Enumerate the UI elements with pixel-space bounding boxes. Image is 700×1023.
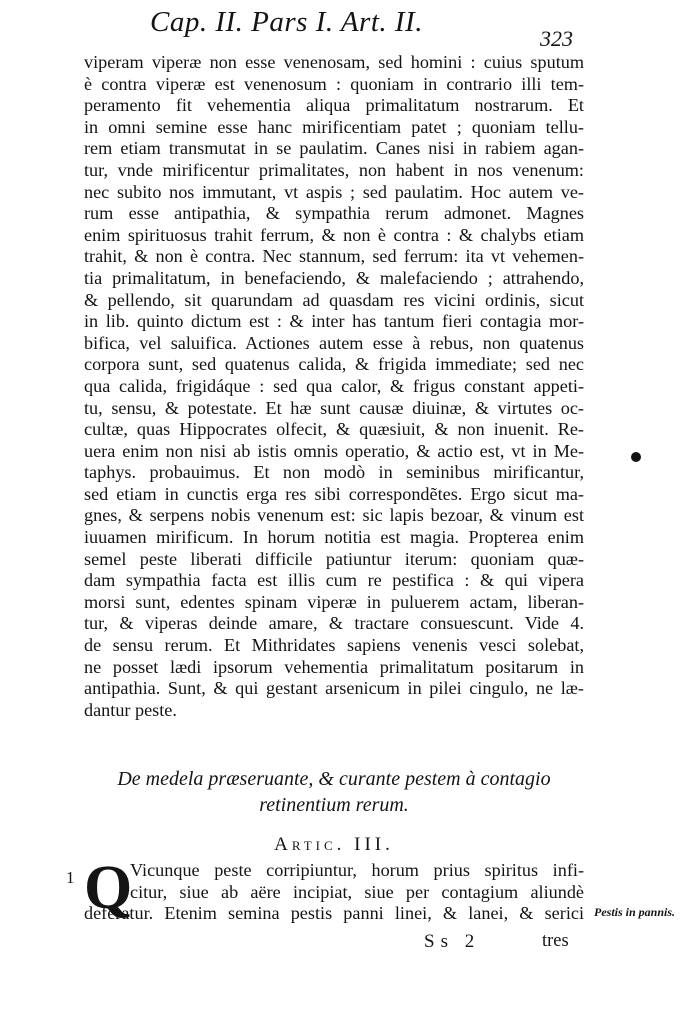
body-line: morsi sunt, edentes spinam viperæ in puluerem actam, liberan- [84, 591, 584, 612]
section-heading-line-1: De medela præseruante, & curante pestem à contagio [117, 768, 551, 790]
margin-note: Pestis in pannis. [594, 905, 676, 919]
body-line: dam sympathia facta est illis cum re pestifica : & qui vipera [84, 570, 584, 591]
section-heading [84, 766, 584, 818]
body-line: è contra viperæ est venenosum : quoniam in contrario illi tem- [84, 73, 584, 94]
body-line: bifica, vel saluifica. Actiones autem esse à rebus, non quatenus [84, 332, 584, 353]
body-line: & pellendo, sit quarundam ad quasdam res vicini ordinis, sicut [84, 289, 584, 310]
body-line: trahit, & non è contra. Nec stannum, sed ferrum: ita vt vehemen- [84, 246, 584, 267]
page-number: 323 [540, 26, 573, 51]
body-line: qua calida, frigidáque : sed qua calor, & frigus constant appeti- [84, 375, 584, 396]
body-line: viperam viperæ non esse venenosam, sed homini : cuius sputum [84, 52, 584, 72]
body-line: rum esse antipathia, & sympathia rerum admonet. Magnes [84, 203, 584, 224]
article-paragraph [84, 854, 584, 925]
body-line: de sensu rerum. Et Mithridates sapiens venenis vesci solebat, [84, 635, 584, 656]
body-line: peramento fit vehementia aliqua primalitatum nostrarum. Et [84, 95, 584, 116]
signature-mark: Ss 2 [424, 931, 481, 952]
drop-cap: Q [84, 854, 133, 922]
body-line: semel peste liberati difficile patiuntur iterum: quoniam quæ- [84, 548, 584, 569]
body-line: tur, vnde mirificentur primalitates, non habent in nos venenum: [84, 159, 584, 180]
body-line: nec subito nos immutant, vt aspis ; sed paulatim. Hoc autem ve- [84, 181, 584, 202]
body-line: iuuamen mirificum. In horum notitia est magia. Propterea enim [84, 527, 584, 548]
body-line: antipathia. Sunt, & qui gestant arsenicum in pilei cingulo, ne læ- [84, 678, 584, 699]
body-line: ne posset lædi ipsorum vehementia primalitatum positarum in [84, 656, 584, 677]
body-line: uera enim non nisi ab istis omnis operatio, & actio est, vt in Me- [84, 440, 584, 461]
catchword: tres [542, 931, 569, 951]
section-heading-line-2: retinentium rerum. [259, 794, 409, 816]
body-line: enim spirituosus trahit ferrum, & non è contra : & chalybs etiam [84, 224, 584, 245]
body-line: cultæ, quas Hippocrates olfecit, & quæsiuit, & non inuenit. Re- [84, 419, 584, 440]
paragraph-number: 1 [66, 868, 75, 887]
body-text [84, 52, 584, 721]
body-line: in lib. quinto dictum est : & inter has tantum fieri contagia mor- [84, 311, 584, 332]
body-line: rem etiam transmutat in se paulatim. Canes nisi in rabiem agan- [84, 138, 584, 159]
article-label: Artic. III. [274, 834, 394, 855]
paragraph-line: citur, siue ab aëre incipiat, siue per contagium aliundè [130, 881, 584, 902]
body-line: in omni semine esse hanc mirificentiam patet ; quoniam tellu- [84, 116, 584, 137]
paragraph-line: deferatur. Etenim semina pestis panni linei, & lanei, & serici [84, 903, 584, 924]
body-line: tur, & viperas deinde amare, & tractare consuescunt. Vide 4. [84, 613, 584, 634]
running-title: Cap. II. Pars I. Art. II. [150, 6, 423, 38]
ink-dot [631, 452, 641, 462]
body-line: sed etiam in cunctis erga res sibi correspondẽtes. Ergo sicut ma- [84, 483, 584, 504]
body-line: gnes, & serpens nobis venenum est: sic lapis bezoar, & vinum est [84, 505, 584, 526]
body-line: dantur peste. [84, 699, 177, 720]
paragraph-line: Vicunque peste corripiuntur, horum prius spiritus infi- [130, 860, 584, 880]
body-line: tu, sensu, & potestate. Et hæ sunt causæ diuinæ, & virtutes oc- [84, 397, 584, 418]
body-line: corpora sunt, sed quatenus calida, & frigida immediate; sed nec [84, 354, 584, 375]
body-line: tia primalitatum, in benefaciendo, & malefaciendo ; attrahendo, [84, 267, 584, 288]
body-line: taphys. probauimus. Et non modò in seminibus mirificantur, [84, 462, 584, 483]
